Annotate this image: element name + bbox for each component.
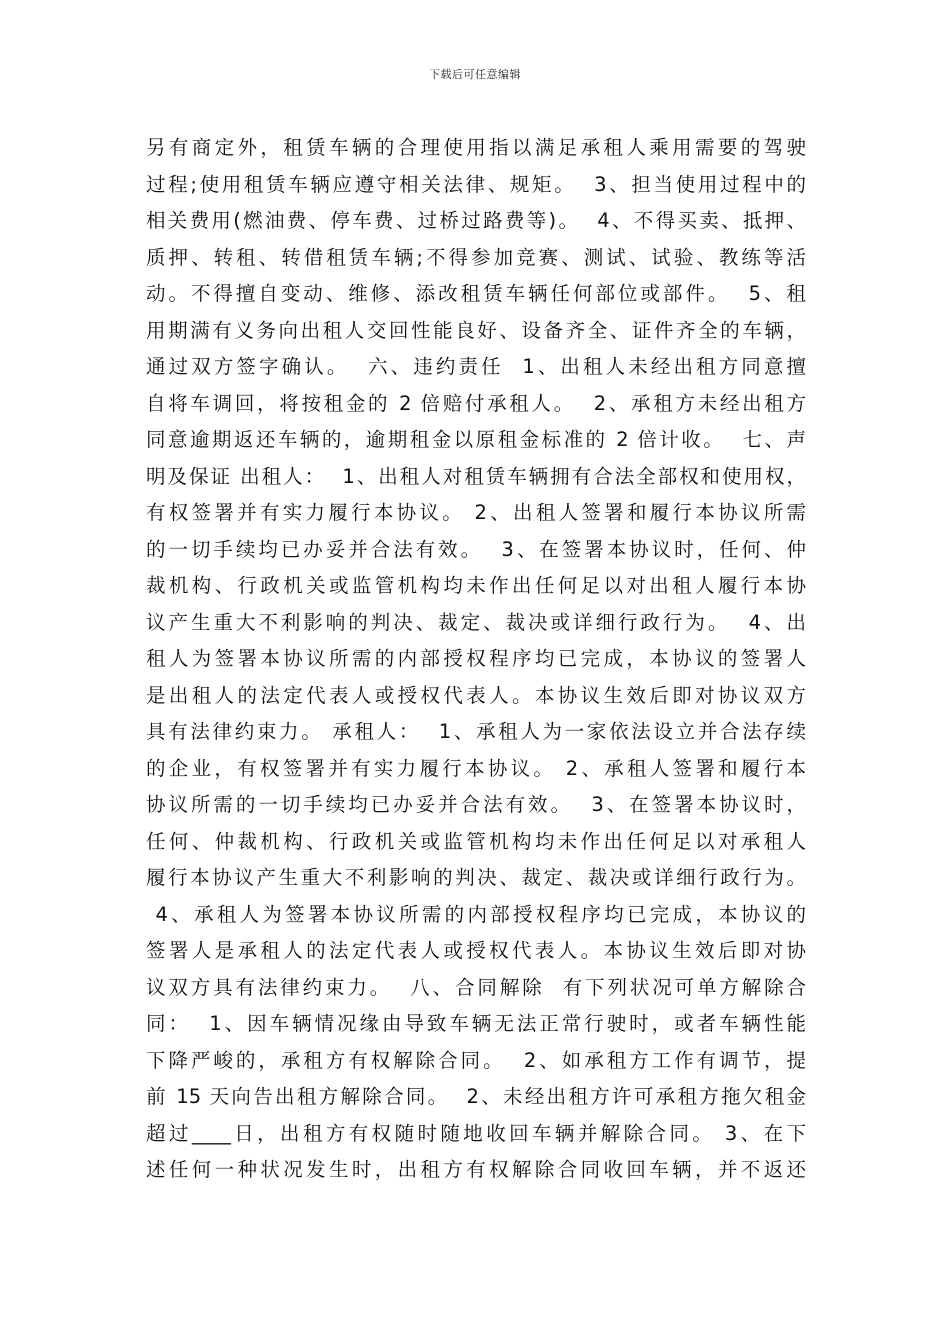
body-line: 明及保证 出租人： 1、出租人对租赁车辆拥有合法全部权和使用权，	[146, 464, 806, 488]
body-line: 过程;使用租赁车辆应遵守相关法律、规矩。 3、担当使用过程中的	[146, 172, 806, 196]
body-line: 任何、仲裁机构、行政机关或监管机构均未作出任何足以对承租人	[146, 829, 806, 853]
body-line: 协议所需的一切手续均已办妥并合法有效。 3、在签署本协议时，	[146, 793, 806, 816]
body-line: 4、承租人为签署本协议所需的内部授权程序均已完成，本协议的	[146, 902, 806, 926]
body-line: 裁机构、行政机关或监管机构均未作出任何足以对出租人履行本协	[146, 574, 806, 597]
body-line: 同： 1、因车辆情况缘由导致车辆无法正常行驶时，或者车辆性能	[146, 1012, 806, 1035]
body-line: 的企业，有权签署并有实力履行本协议。 2、承租人签署和履行本	[146, 756, 806, 780]
body-line: 述任何一种状况发生时，出租方有权解除合同收回车辆，并不返还	[146, 1158, 806, 1181]
body-line: 动。不得擅自变动、维修、添改租赁车辆任何部位或部件。 5、租	[146, 282, 806, 305]
body-line: 议双方具有法律约束力。 八、合同解除 有下列状况可单方解除合	[146, 975, 806, 999]
body-line: 的一切手续均已办妥并合法有效。 3、在签署本协议时，任何、仲	[146, 537, 806, 561]
body-line: 下降严峻的，承租方有权解除合同。 2、如承租方工作有调节，提	[146, 1048, 806, 1072]
body-line: 超过____日，出租方有权随时随地收回车辆并解除合同。 3、在下	[146, 1121, 806, 1145]
body-line: 用期满有义务向出租人交回性能良好、设备齐全、证件齐全的车辆，	[146, 318, 806, 342]
body-line: 议产生重大不利影响的判决、裁定、裁决或详细行政行为。 4、出	[146, 610, 806, 634]
body-line: 另有商定外，租赁车辆的合理使用指以满足承租人乘用需要的驾驶	[146, 136, 806, 159]
body-line: 同意逾期返还车辆的，逾期租金以原租金标准的 2 倍计收。 七、声	[146, 428, 806, 451]
body-line: 通过双方签字确认。 六、违约责任 1、出租人未经出租方同意擅	[146, 355, 806, 378]
body-line: 具有法律约束力。 承租人： 1、承租人为一家依法设立并合法存续	[146, 720, 806, 743]
body-line: 履行本协议产生重大不利影响的判决、裁定、裁决或详细行政行为。	[146, 866, 806, 889]
page-header: 下载后可任意编辑	[429, 68, 521, 81]
body-line: 自将车调回，将按租金的 2 倍赔付承租人。 2、承租方未经出租方	[146, 391, 806, 415]
body-line: 租人为签署本协议所需的内部授权程序均已完成，本协议的签署人	[146, 647, 806, 670]
body-line: 前 15 天向告出租方解除合同。 2、未经出租方许可承租方拖欠租金	[146, 1085, 806, 1108]
contract-body	[146, 130, 806, 1189]
body-line: 有权签署并有实力履行本协议。 2、出租人签署和履行本协议所需	[146, 501, 806, 524]
body-line: 是出租人的法定代表人或授权代表人。本协议生效后即对协议双方	[146, 683, 806, 707]
body-line: 相关费用(燃油费、停车费、过桥过路费等)。 4、不得买卖、抵押、	[146, 209, 806, 232]
body-line: 质押、转租、转借租赁车辆;不得参加竞赛、测试、试验、教练等活	[146, 245, 806, 269]
body-line: 签署人是承租人的法定代表人或授权代表人。本协议生效后即对协	[146, 939, 806, 962]
